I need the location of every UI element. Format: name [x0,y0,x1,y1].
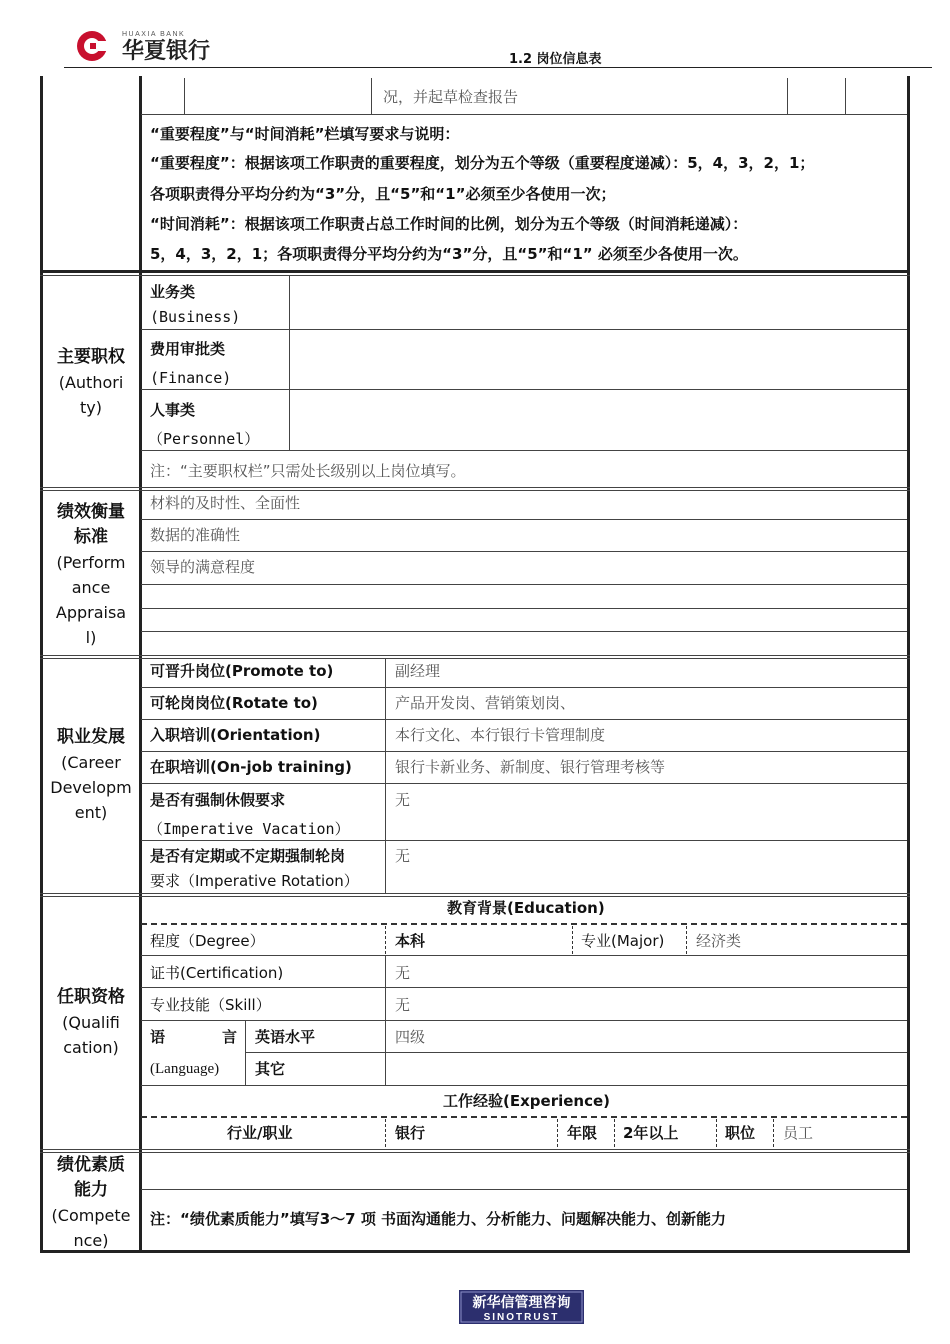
bank-name-en: HUAXIA BANK [122,31,186,38]
competence-label: 绩优素质 能力 (Compete nce) [51,1155,131,1250]
brand-cn: 新华信管理咨询 [472,1295,571,1311]
major-value: 经济类 [696,932,742,950]
authority-personnel-en: （Personnel） [148,430,260,448]
career-vacation-value: 无 [395,791,411,809]
years-label: 年限 [567,1124,598,1142]
career-rotate-key: 可轮岗岗位(Rotate to) [150,694,318,712]
cert-label: 证书(Certification) [150,964,284,982]
authority-label: 主要职权 (Authori ty) [57,347,125,417]
notes-line-2: “重要程度”：根据该项工作职责的重要程度，划分为五个等级（重要程度递减）：5，4，3，2，1； [150,154,815,172]
performance-item: 数据的准确性 [150,526,241,544]
notes-line-5: 5，4，3，2，1；各项职责得分平均分约为“3”分，且“5”和“1” 必须至少各使用一次。 [150,245,748,263]
career-vacation-key: 是否有强制休假要求 [150,791,286,809]
career-onjob-key: 在职培训(On-job training) [150,758,352,776]
language-label-2: 言 [222,1028,238,1046]
table-border-left [40,76,43,1253]
degree-value: 本科 [395,932,426,950]
language-label-1: 语 [150,1028,166,1046]
notes-line-1: “重要程度”与“时间消耗”栏填写要求与说明： [150,125,460,143]
career-orientation-key: 入职培训(Orientation) [150,726,321,744]
authority-business-en: (Business) [150,308,241,326]
english-label: 英语水平 [255,1028,316,1046]
bank-name-cn: 华夏银行 [122,39,211,64]
career-orientation-value: 本行文化、本行银行卡管理制度 [395,726,606,744]
career-promote-value: 副经理 [395,662,441,680]
notes-line-4: “时间消耗”：根据该项工作职责占总工作时间的比例，划分为五个等级（时间消耗递减）： [150,215,748,233]
years-value: 2年以上 [623,1124,679,1142]
position-label: 职位 [725,1124,756,1142]
cert-value: 无 [395,964,411,982]
consultancy-logo [459,1290,584,1324]
qualification-label: 任职资格 (Qualifi cation) [57,987,125,1057]
header-rule [64,67,932,68]
career-rotation-value: 无 [395,847,411,865]
career-promote-key: 可晋升岗位(Promote to) [150,662,334,680]
notes-line-3: 各项职责得分平均分约为“3”分，且“5”和“1”必须至少各使用一次； [150,185,616,203]
competence-note: 注：“绩优素质能力”填写3～7 项 书面沟通能力、分析能力、问题解决能力、创新能力 [150,1210,727,1228]
authority-finance-cn: 费用审批类 [150,340,226,358]
authority-personnel-cn: 人事类 [150,401,196,419]
doc-title: 1.2 岗位信息表 [509,52,602,67]
career-onjob-value: 银行卡新业务、新制度、银行管理考核等 [395,758,666,776]
career-label: 职业发展 (Career Developm ent) [50,727,132,822]
other-language-label: 其它 [255,1060,286,1078]
language-label-en: (Language) [150,1061,220,1077]
career-rotation-key-en: 要求（Imperative Rotation） [150,872,359,890]
performance-item: 材料的及时性、全面性 [150,494,301,512]
skill-value: 无 [395,996,411,1014]
performance-label: 绩效衡量 标准 (Perform ance Appraisa l) [55,502,127,647]
label-column-divider [139,76,142,1253]
english-value: 四级 [395,1028,426,1046]
experience-title: 工作经验(Experience) [443,1092,610,1110]
career-rotate-value: 产品开发岗、营销策划岗、 [395,694,576,712]
career-rotation-key: 是否有定期或不定期强制轮岗 [150,847,346,865]
position-value: 员工 [783,1124,814,1142]
continued-duty-text: 况，并起草检查报告 [383,88,519,106]
major-label: 专业(Major) [581,932,665,950]
performance-item: 领导的满意程度 [150,558,256,576]
table-border-bottom [40,1250,910,1253]
brand-en: SINOTRUST [483,1312,560,1323]
authority-note: 注：“主要职权栏”只需处长级别以上岗位填写。 [150,462,466,480]
degree-label: 程度（Degree） [150,932,265,950]
authority-finance-en: (Finance) [150,369,232,387]
industry-value: 银行 [395,1124,426,1142]
bank-logo [70,24,240,64]
education-title: 教育背景(Education) [447,899,605,917]
skill-label: 专业技能（Skill） [150,996,271,1014]
industry-label: 行业/职业 [227,1124,293,1142]
section-divider [40,270,910,273]
table-border-right [907,76,910,1253]
career-vacation-key-en: （Imperative Vacation） [148,820,350,838]
authority-business-cn: 业务类 [150,283,196,301]
